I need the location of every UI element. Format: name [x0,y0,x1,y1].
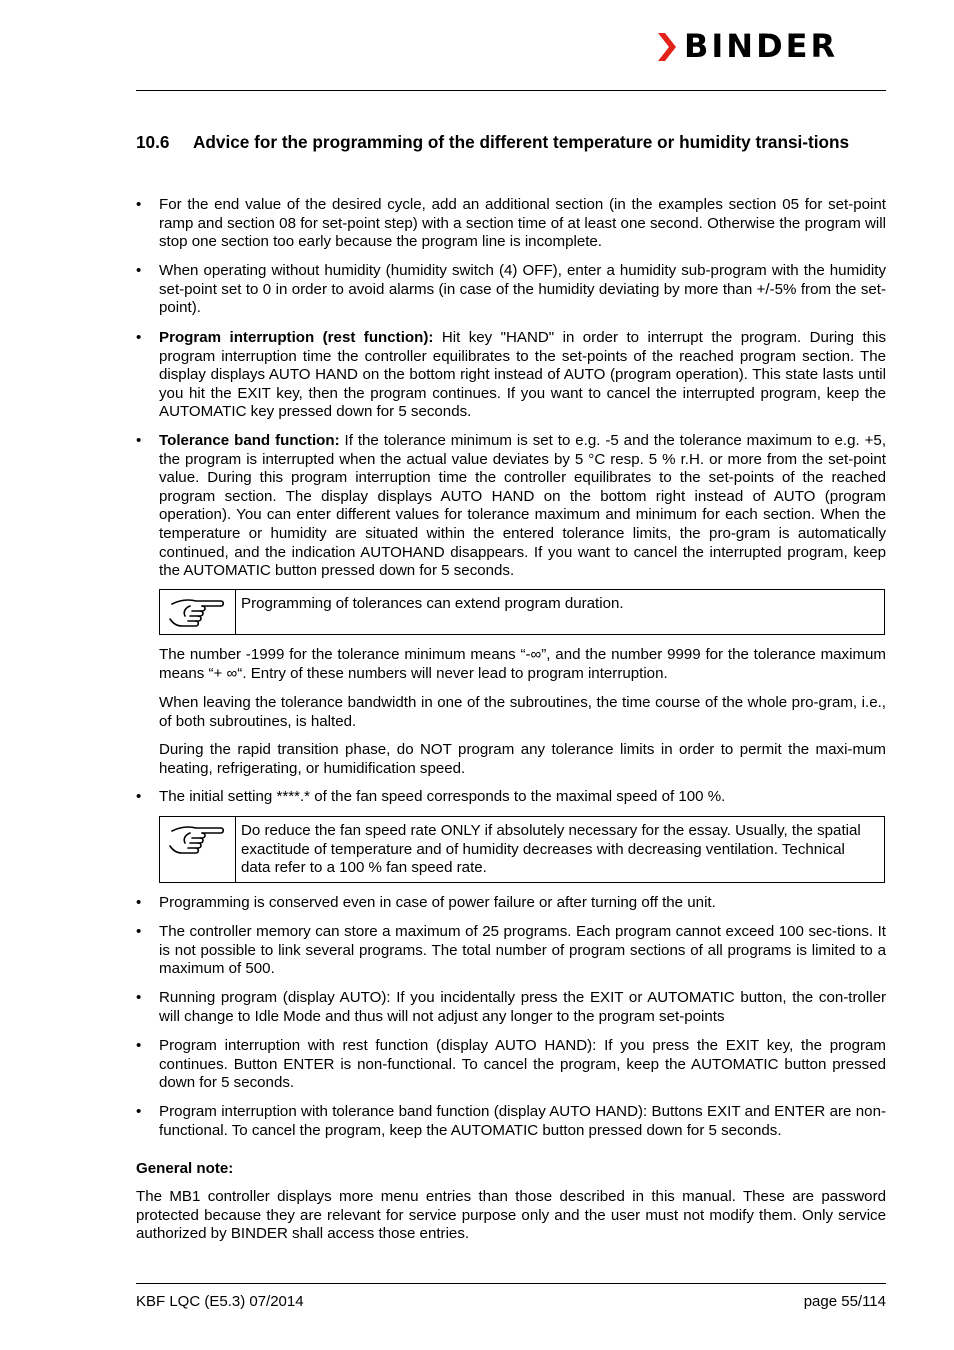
note-icon-cell [160,817,236,882]
list-item-text: Program interruption with tolerance band function (display AUTO HAND): Buttons EXIT and ENTER are non-functional. To cancel the program, keep the AUTOMATIC button pressed down for 5 seconds. [159,1103,886,1139]
bullet-marker: • [136,432,142,449]
list-item-text [159,329,886,422]
binder-logo-mark-icon [656,30,682,64]
bold-lead: Program interruption (rest function): [159,329,434,346]
binder-logo [656,27,888,65]
bullet-marker: • [136,196,142,213]
note-text: Programming of tolerances can extend program duration. [241,595,624,612]
paragraph: The number -1999 for the tolerance minimum means “-∞”, and the number 9999 for the tolerance maximum means “+ ∞“. Entry of these numbers will never lead to program interruption. [159,646,886,682]
general-note-heading: General note: [136,1160,234,1177]
section-title: Advice for the programming of the different temperature or humidity transi-tions [193,132,850,152]
bullet-marker: • [136,1037,142,1054]
list-item-text: The controller memory can store a maximum of 25 programs. Each program cannot exceed 100 sec-tions. It is not possible to link several programs. The total number of program sections of all programs is limited to a maximum of 500. [159,923,886,978]
header-rule [136,90,886,91]
list-item-text: When operating without humidity (humidity switch (4) OFF), enter a humidity sub-program with the humidity set-point set to 0 in order to avoid alarms (in case of the humidity deviating by more than +/-5% from the set-point). [159,262,886,317]
footer-doc-id: KBF LQC (E5.3) 07/2014 [136,1293,304,1310]
section-number: 10.6 [136,132,170,152]
list-item-text: Programming is conserved even in case of power failure or after turning off the unit. [159,894,716,911]
list-item-text: Program interruption with rest function (display AUTO HAND): If you press the EXIT key, the program continues. Button ENTER is non-functional. To cancel the program, keep the AUTOMATIC button pressed down for 5 seconds. [159,1037,886,1092]
footer-page-number: page 55/114 [803,1293,886,1310]
list-item-rest: If the tolerance minimum is set to e.g. -5 and the tolerance maximum to e.g. +5, the program is interrupted when the actual value deviates by 5 °C resp. 5 % r.H. or more from the set-point value. During this program interruption time the controller equilibrates to the set-points of the reached program section. The display displays AUTO HAND on the bottom right instead of AUTO (program operation). You can enter different values for tolerance maximum and minimum for each section. When the temperature or humidity are situated within the entered tolerance limits, the pro-gram is automatically continued, and the indication AUTOHAND disappears. If you want to cancel the interrupted program, keep the AUTOMATIC button pressed down for 5 seconds. [159,432,887,580]
note-icon-cell [160,590,236,634]
pointing-hand-icon [166,822,228,858]
note-box [159,816,885,883]
bullet-marker: • [136,329,142,346]
note-box [159,589,885,635]
list-item-text: For the end value of the desired cycle, add an additional section (in the examples section 05 for set-point ramp and section 08 for set-point step) with a section time of at least one second. Otherwise the program will stop one section too early because the program line is incomplete. [159,196,886,251]
list-item-text: The initial setting ****.* of the fan speed corresponds to the maximal speed of 100 %. [159,788,726,805]
bold-lead: Tolerance band function: [159,432,340,449]
bullet-marker: • [136,262,142,279]
paragraph: During the rapid transition phase, do NOT program any tolerance limits in order to permit the maxi-mum heating, refrigerating, or humidification speed. [159,741,886,777]
pointing-hand-icon [166,595,228,631]
list-item-rest: Hit key "HAND" in order to interrupt the program. During this program interruption time the controller equilibrates to the set-points of the reached program section. The display displays AUTO HAND on the bottom right instead of AUTO (program operation). This state lasts until you hit the EXIT key, then the program continues. If you want to cancel the interrupted program, keep the AUTOMATIC key pressed down for 5 seconds. [159,329,886,421]
note-text: Do reduce the fan speed rate ONLY if absolutely necessary for the essay. Usually, the spatial exactitude of temperature and of humidity decreases with decreasing ventilation. Technical data refer to a 100 % fan speed rate. [241,822,861,877]
bullet-marker: • [136,894,142,911]
list-item-text [159,432,886,581]
bullet-marker: • [136,788,142,805]
footer-rule [136,1283,886,1284]
bullet-marker: • [136,1103,142,1120]
logo-text: BINDER [684,27,839,65]
list-item-text: Running program (display AUTO): If you incidentally press the EXIT or AUTOMATIC button, the con-troller will change to Idle Mode and thus will not adjust any longer to the program set-points [159,989,886,1025]
bullet-marker: • [136,989,142,1006]
general-note-text: The MB1 controller displays more menu entries than those described in this manual. These are password protected because they are relevant for service purpose only and the user must not modify them. Only service authorized by BINDER shall access those entries. [136,1188,886,1243]
paragraph: When leaving the tolerance bandwidth in one of the subroutines, the time course of the whole pro-gram, i.e., of both subroutines, is halted. [159,694,886,730]
bullet-marker: • [136,923,142,940]
